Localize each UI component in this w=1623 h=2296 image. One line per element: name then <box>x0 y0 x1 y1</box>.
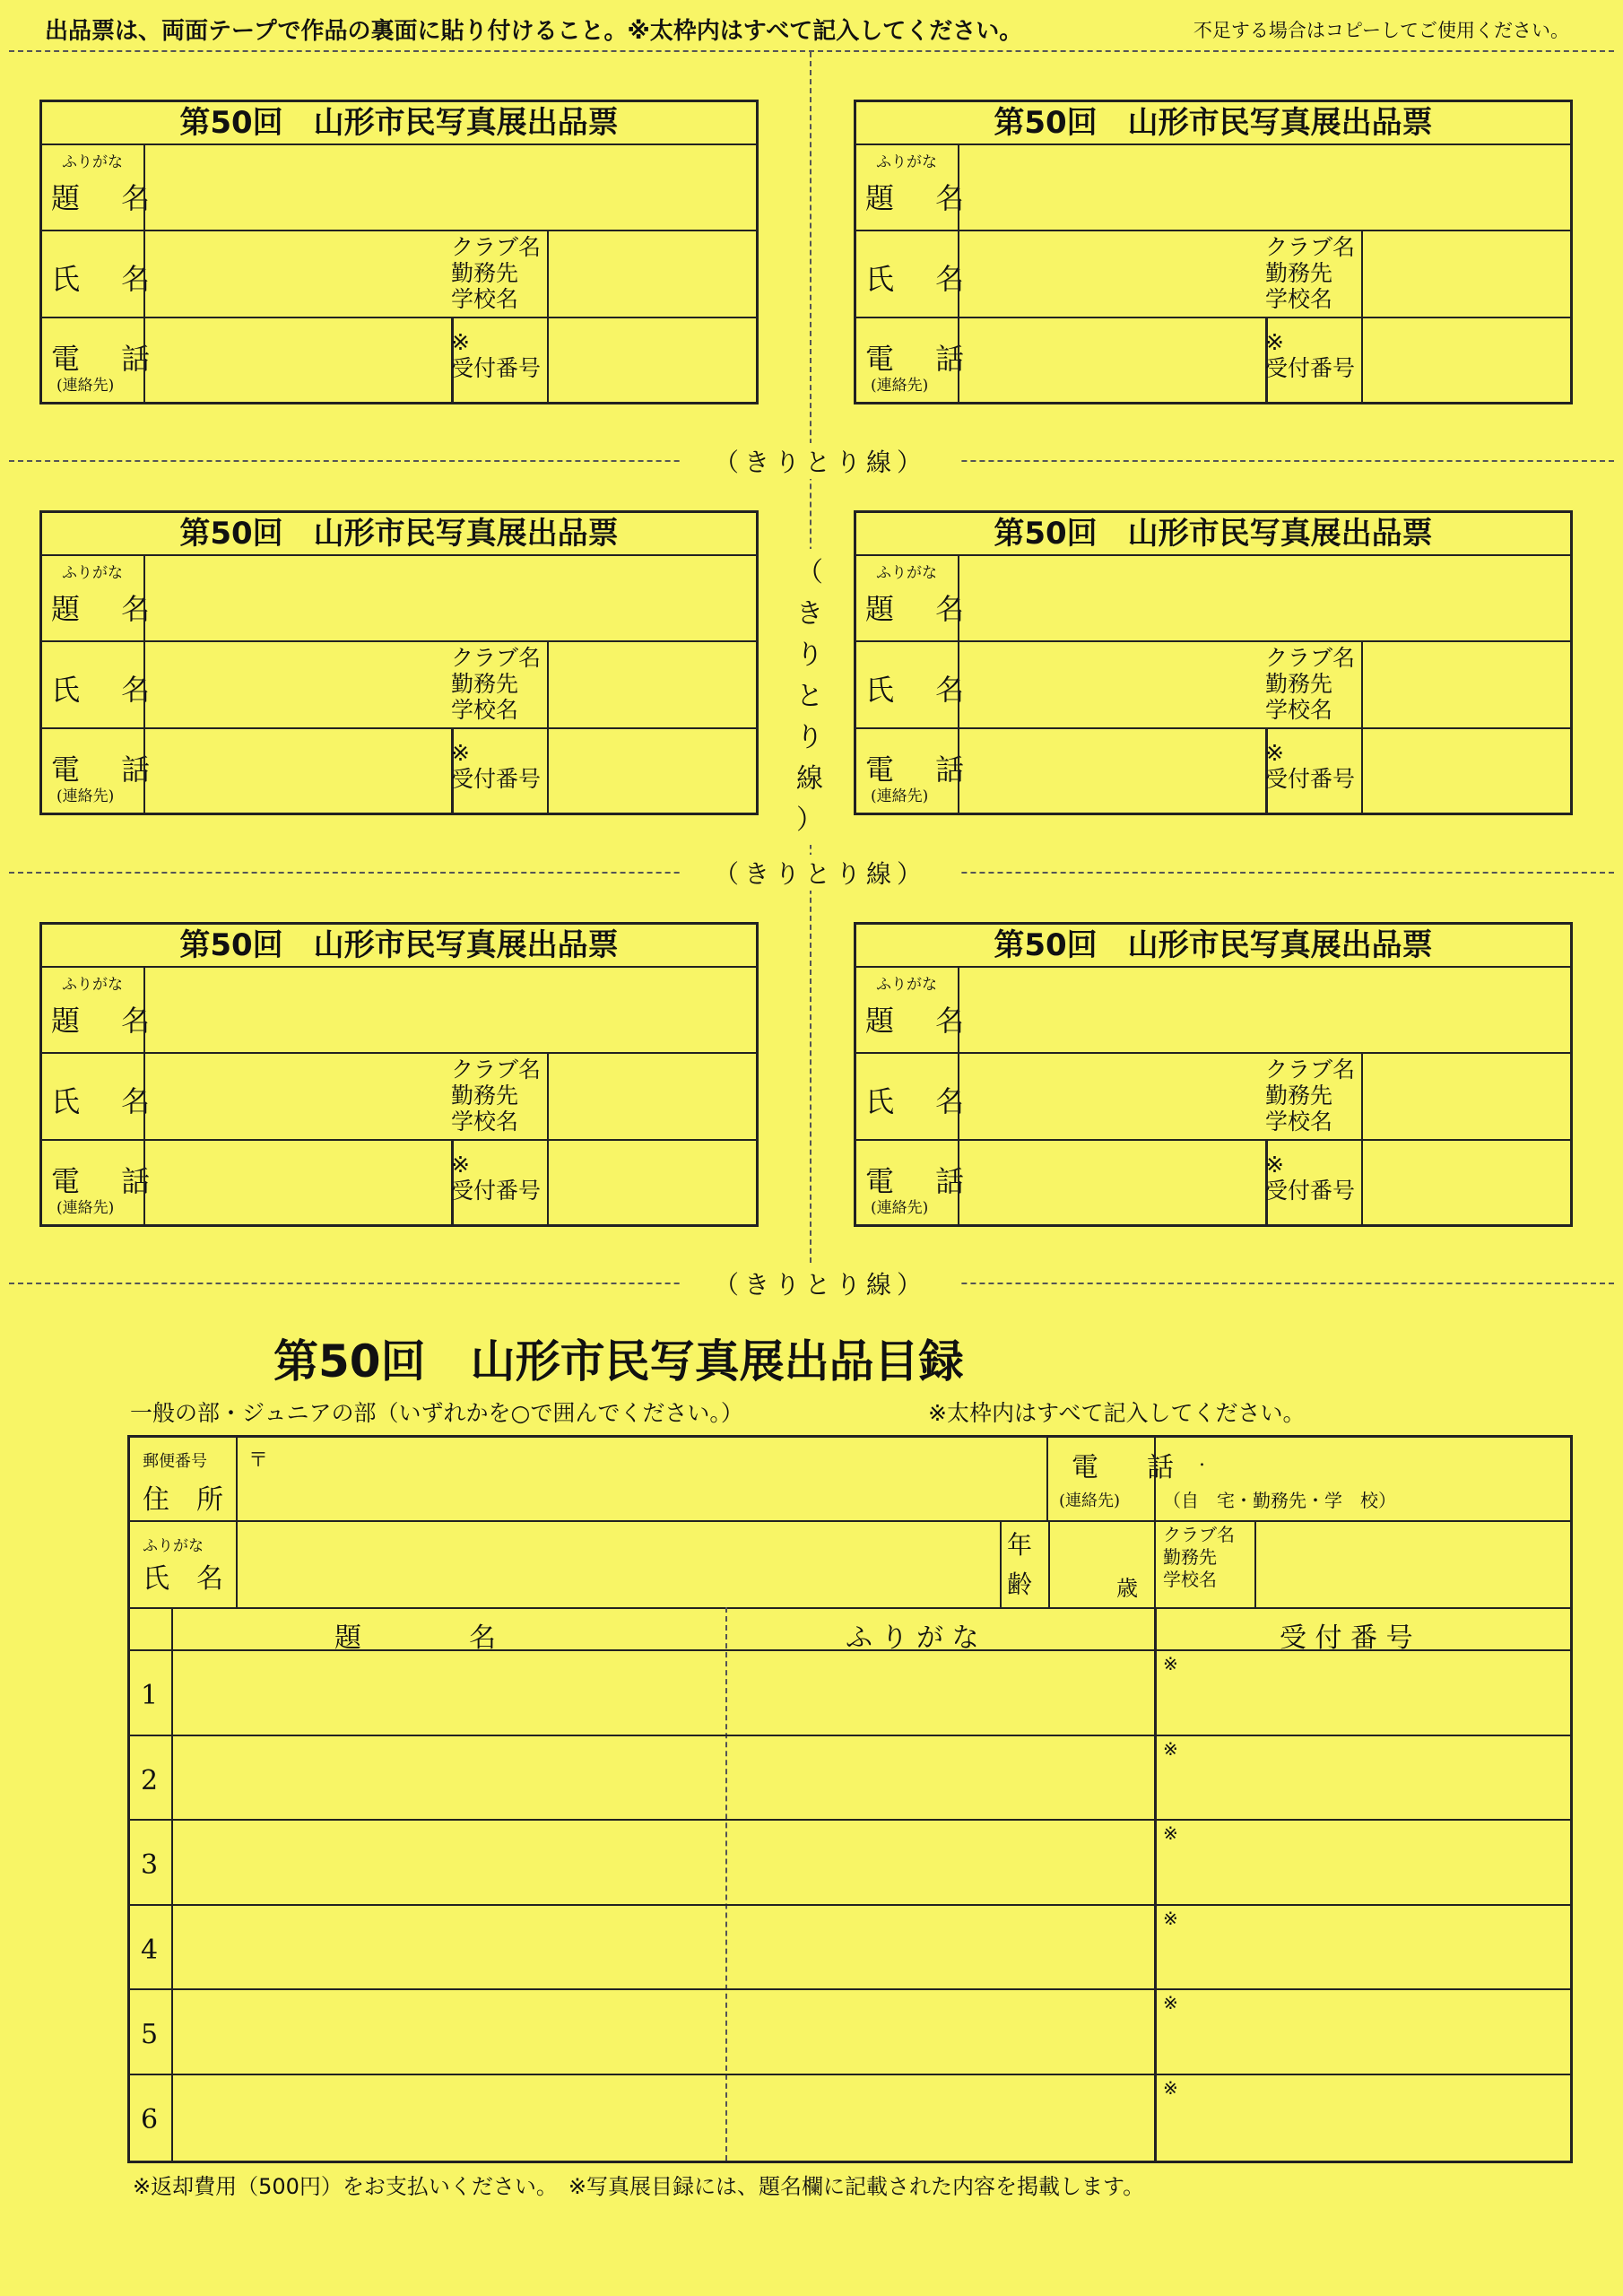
cut-line-label-2: （きりとり線） <box>681 855 959 891</box>
row-receipt-mark: ※ <box>1163 1992 1178 2013</box>
receipt-label: ※ 受付番号 <box>451 329 542 381</box>
catalog-club-field[interactable] <box>1257 1522 1570 1606</box>
col-furigana-header: ふ り が な <box>846 1622 979 1654</box>
divider <box>725 1607 727 2161</box>
address-field[interactable] <box>239 1438 1135 1520</box>
entry-ticket-3 <box>39 510 759 815</box>
club-field[interactable] <box>1364 1054 1570 1139</box>
col-receipt-header: 受 付 番 号 <box>1280 1622 1413 1654</box>
name-row <box>856 1054 1570 1141</box>
contact-label: (連絡先) <box>871 377 929 395</box>
name-field[interactable] <box>960 642 1269 727</box>
divider <box>547 729 549 813</box>
name-row <box>856 231 1570 318</box>
title-label: 題 名 <box>51 181 167 215</box>
title-field[interactable] <box>146 144 756 230</box>
phone-row <box>856 318 1570 402</box>
name-field[interactable] <box>146 231 455 317</box>
required-note: ※太枠内はすべて記入してください。 <box>928 1400 1306 1426</box>
name-row <box>856 642 1570 729</box>
age-unit: 歳 <box>1116 1576 1138 1601</box>
cut-line-top <box>9 50 1614 52</box>
divider <box>1048 1520 1050 1607</box>
club-field[interactable] <box>550 642 756 727</box>
club-label: クラブ名 勤務先 学校名 <box>1265 645 1356 723</box>
phone-row <box>856 1141 1570 1224</box>
name-label: 氏 名 <box>51 673 167 707</box>
catalog-name-field[interactable] <box>239 1522 1001 1606</box>
receipt-label: ※ 受付番号 <box>1265 1152 1356 1204</box>
entry-ticket-5 <box>39 922 759 1227</box>
divider <box>1361 729 1363 813</box>
title-row <box>42 144 756 231</box>
club-field[interactable] <box>550 1054 756 1139</box>
age-field[interactable] <box>1051 1522 1167 1606</box>
ticket-title: 第50回 山形市民写真展出品票 <box>42 925 756 968</box>
entry-ticket-4 <box>854 510 1573 815</box>
row-title-field[interactable] <box>174 1990 723 2072</box>
phone-label: 電 話 <box>51 342 167 376</box>
title-row <box>856 554 1570 642</box>
row-title-field[interactable] <box>174 1906 723 1987</box>
receipt-label: ※ 受付番号 <box>451 740 542 792</box>
phone-field[interactable] <box>146 1141 454 1224</box>
divider <box>1154 1520 1156 1607</box>
receipt-field <box>1364 729 1570 813</box>
phone-row <box>42 729 756 813</box>
phone-row <box>42 1141 756 1224</box>
ticket-title: 第50回 山形市民写真展出品票 <box>856 513 1570 556</box>
cut-line-label-vertical: （ き り と り 線 ） <box>789 549 830 845</box>
row-number: 6 <box>141 2103 159 2135</box>
name-field[interactable] <box>146 642 455 727</box>
phone-field[interactable] <box>960 318 1268 402</box>
row-furigana-field[interactable] <box>728 1906 1151 1987</box>
phone-field[interactable] <box>960 729 1268 813</box>
club-label: クラブ名 勤務先 学校名 <box>1265 234 1356 312</box>
entry-ticket-2 <box>854 100 1573 404</box>
entry-ticket-6 <box>854 922 1573 1227</box>
name-label: 氏 名 <box>865 673 981 707</box>
divider <box>547 318 549 402</box>
row-receipt-mark: ※ <box>1163 1822 1178 1844</box>
phone-label: 電 話 <box>865 1164 981 1198</box>
phone-field[interactable] <box>146 729 454 813</box>
contact-label: (連絡先) <box>871 1199 929 1217</box>
ticket-title: 第50回 山形市民写真展出品票 <box>42 102 756 145</box>
phone-field[interactable] <box>146 318 454 402</box>
title-field[interactable] <box>146 554 756 640</box>
row-title-field[interactable] <box>174 2075 723 2157</box>
club-field[interactable] <box>550 231 756 317</box>
row-title-field[interactable] <box>174 1821 723 1902</box>
row-receipt-mark: ※ <box>1163 1907 1178 1929</box>
catalog-contact-label: (連絡先) <box>1059 1492 1121 1510</box>
receipt-field <box>550 318 756 402</box>
divider <box>143 231 145 317</box>
title-label: 題 名 <box>865 181 981 215</box>
divider <box>1361 318 1363 402</box>
divider <box>1154 1438 1156 1520</box>
row-receipt-mark: ※ <box>1163 1737 1178 1760</box>
club-field[interactable] <box>1364 231 1570 317</box>
furigana-label: ふりがな <box>876 153 937 171</box>
entry-ticket-1 <box>39 100 759 404</box>
name-row <box>42 642 756 729</box>
divider <box>958 642 959 727</box>
row-number: 4 <box>141 1934 159 1966</box>
cut-line-label-1: （きりとり線） <box>681 443 959 479</box>
receipt-label: ※ 受付番号 <box>451 1152 542 1204</box>
divider <box>143 1054 145 1139</box>
phone-label: 電 話 <box>865 752 981 787</box>
club-label: クラブ名 勤務先 学校名 <box>451 645 542 723</box>
divider <box>143 1141 145 1224</box>
title-label: 題 名 <box>865 1004 981 1038</box>
name-row <box>42 231 756 318</box>
category-note: 一般の部・ジュニアの部（いずれかを○で囲んでください。） <box>130 1400 743 1426</box>
title-row <box>42 554 756 642</box>
phone-options: （自 宅・勤務先・学 校） <box>1163 1490 1396 1511</box>
club-field[interactable] <box>1364 642 1570 727</box>
divider <box>958 1054 959 1139</box>
title-label: 題 名 <box>51 1004 167 1038</box>
title-row <box>856 144 1570 231</box>
row-furigana-field[interactable] <box>728 1821 1151 1902</box>
divider <box>958 729 959 813</box>
title-field[interactable] <box>960 554 1570 640</box>
row-furigana-field[interactable] <box>728 1651 1151 1733</box>
divider <box>1361 1054 1363 1139</box>
row-number: 5 <box>141 2019 159 2050</box>
row-number: 3 <box>141 1849 159 1881</box>
row-furigana-field[interactable] <box>728 2075 1151 2157</box>
receipt-label: ※ 受付番号 <box>1265 740 1356 792</box>
divider <box>143 144 145 230</box>
receipt-field <box>550 1141 756 1224</box>
phone-label: 電 話 <box>51 752 167 787</box>
receipt-field <box>1364 318 1570 402</box>
divider <box>547 642 549 727</box>
divider <box>1361 1141 1363 1224</box>
divider <box>143 318 145 402</box>
divider <box>143 966 145 1052</box>
row-receipt-mark: ※ <box>1163 2076 1178 2099</box>
furigana-label: ふりがな <box>62 976 123 994</box>
phone-label: 電 話 <box>51 1164 167 1198</box>
contact-label: (連絡先) <box>871 787 929 805</box>
divider <box>958 966 959 1052</box>
divider <box>1361 231 1363 317</box>
divider <box>236 1438 238 1607</box>
receipt-label: ※ 受付番号 <box>1265 329 1356 381</box>
divider <box>1000 1520 1002 1607</box>
postal-mark: 〒 <box>248 1449 269 1472</box>
catalog-title: 第50回 山形市民写真展出品目録 <box>273 1335 964 1387</box>
catalog-name-label: 氏 名 <box>143 1563 223 1595</box>
divider <box>958 554 959 640</box>
cut-line-label-3: （きりとり線） <box>681 1265 959 1301</box>
age-label-2: 齢 <box>1007 1570 1033 1599</box>
divider <box>143 729 145 813</box>
divider <box>547 1054 549 1139</box>
receipt-field <box>1364 1141 1570 1224</box>
phone-field[interactable] <box>960 1141 1268 1224</box>
title-field[interactable] <box>146 966 756 1052</box>
copy-note: 不足する場合はコピーしてご使用ください。 <box>1193 20 1569 41</box>
phone-label: 電 話 <box>865 342 981 376</box>
divider <box>547 231 549 317</box>
divider <box>1254 1520 1256 1607</box>
footer-note: ※返却費用（500円）をお支払いください。 ※写真展目録には、題名欄に記載された内容を掲載します。 <box>133 2174 1145 2199</box>
divider <box>958 231 959 317</box>
divider <box>143 642 145 727</box>
row-furigana-field[interactable] <box>728 1990 1151 2072</box>
phone-dot: . <box>1199 1448 1205 1471</box>
divider <box>1046 1438 1048 1520</box>
ticket-title: 第50回 山形市民写真展出品票 <box>42 513 756 556</box>
name-field[interactable] <box>960 1054 1269 1139</box>
row-number: 1 <box>141 1680 159 1711</box>
title-field[interactable] <box>960 144 1570 230</box>
divider <box>958 1141 959 1224</box>
name-label: 氏 名 <box>865 262 981 296</box>
col-title-header: 題 名 <box>334 1622 496 1654</box>
title-field[interactable] <box>960 966 1570 1052</box>
name-field[interactable] <box>960 231 1269 317</box>
divider <box>143 554 145 640</box>
title-label: 題 名 <box>865 592 981 626</box>
address-label: 住 所 <box>143 1484 223 1516</box>
ticket-title: 第50回 山形市民写真展出品票 <box>856 925 1570 968</box>
contact-label: (連絡先) <box>56 787 115 805</box>
catalog-club-label: クラブ名 勤務先 学校名 <box>1163 1524 1235 1590</box>
ticket-title: 第50回 山形市民写真展出品票 <box>856 102 1570 145</box>
catalog-phone-label: 電 話 <box>1072 1452 1185 1483</box>
postal-label: 郵便番号 <box>143 1452 207 1471</box>
divider <box>1154 1607 1157 2161</box>
catalog-furigana-label: ふりがな <box>143 1537 204 1555</box>
divider <box>1361 642 1363 727</box>
phone-row <box>42 318 756 402</box>
contact-label: (連絡先) <box>56 377 115 395</box>
receipt-field <box>550 729 756 813</box>
row-furigana-field[interactable] <box>728 1736 1151 1818</box>
club-label: クラブ名 勤務先 学校名 <box>451 234 542 312</box>
name-label: 氏 名 <box>865 1084 981 1118</box>
furigana-label: ふりがな <box>876 564 937 582</box>
row-title-field[interactable] <box>174 1651 723 1733</box>
row-number: 2 <box>141 1764 159 1796</box>
age-label-1: 年 <box>1007 1530 1033 1560</box>
divider <box>958 318 959 402</box>
name-row <box>42 1054 756 1141</box>
furigana-label: ふりがな <box>62 564 123 582</box>
name-label: 氏 名 <box>51 262 167 296</box>
divider <box>130 1607 1570 1609</box>
club-label: クラブ名 勤務先 学校名 <box>1265 1057 1356 1135</box>
row-receipt-mark: ※ <box>1163 1653 1178 1674</box>
divider <box>958 144 959 230</box>
title-row <box>42 966 756 1054</box>
catalog-table <box>127 1435 1573 2163</box>
title-label: 題 名 <box>51 592 167 626</box>
name-label: 氏 名 <box>51 1084 167 1118</box>
instruction-text: 出品票は、両面テープで作品の裏面に貼り付けること。※太枠内はすべて記入してください。 <box>45 18 1023 45</box>
furigana-label: ふりがな <box>876 976 937 994</box>
title-row <box>856 966 1570 1054</box>
contact-label: (連絡先) <box>56 1199 115 1217</box>
furigana-label: ふりがな <box>62 153 123 171</box>
club-label: クラブ名 勤務先 学校名 <box>451 1057 542 1135</box>
phone-row <box>856 729 1570 813</box>
divider <box>547 1141 549 1224</box>
phone-field[interactable] <box>1157 1438 1570 1520</box>
name-field[interactable] <box>146 1054 455 1139</box>
divider <box>171 1607 173 2161</box>
row-title-field[interactable] <box>174 1736 723 1818</box>
